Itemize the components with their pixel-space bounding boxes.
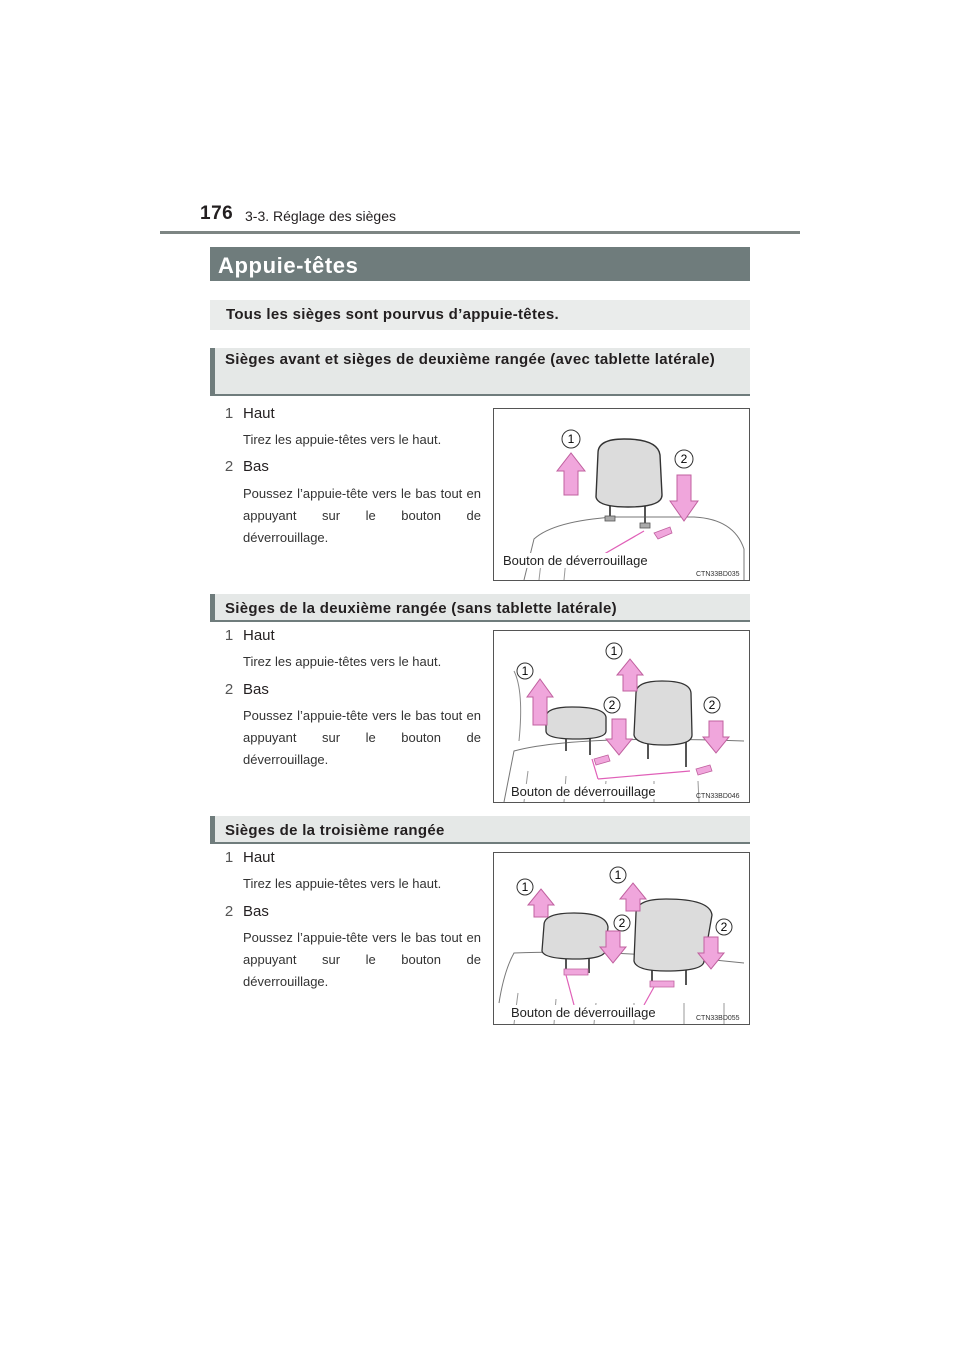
item-number: 1 [224, 627, 234, 644]
page-number: 176 [200, 203, 234, 224]
item-label-up: Haut [243, 627, 275, 644]
callout-2: 2 [720, 920, 728, 934]
item-number: 2 [224, 903, 234, 920]
figure-code: CTN33BD035 [696, 571, 740, 578]
release-button-label: Bouton de déverrouillage [511, 1005, 656, 1020]
section-heading-second-row: Sièges de la deuxième rangée (sans tablette latérale) [210, 594, 750, 622]
item-label-up: Haut [243, 849, 275, 866]
callout-1: 1 [567, 432, 575, 446]
item-number: 1 [224, 405, 234, 422]
intro-box: Tous les sièges sont pourvus d’appuie-têtes. [210, 300, 750, 330]
callout-1: 1 [521, 880, 529, 894]
item-label-up: Haut [243, 405, 275, 422]
chapter-title: 3-3. Réglage des sièges [245, 208, 396, 224]
item-label-down: Bas [243, 681, 269, 698]
item-label-down: Bas [243, 903, 269, 920]
item-desc-down: Poussez l’appuie-tête vers le bas tout en appuyant sur le bouton de déverrouillage. [243, 708, 481, 767]
item-label-down: Bas [243, 458, 269, 475]
item-desc-up: Tirez les appuie-têtes vers le haut. [243, 654, 442, 669]
callout-1: 1 [610, 644, 618, 658]
headrest-illustration [494, 853, 749, 1024]
section-heading-third-row: Sièges de la troisième rangée [210, 816, 750, 844]
callout-2: 2 [680, 452, 688, 466]
page-title: Appuie-têtes [210, 247, 750, 281]
callout-1: 1 [521, 664, 529, 678]
item-number: 1 [224, 849, 234, 866]
figure-second-row-headrest [493, 630, 750, 803]
release-button-label: Bouton de déverrouillage [511, 784, 656, 799]
header-rule [160, 231, 800, 234]
item-desc-up: Tirez les appuie-têtes vers le haut. [243, 876, 442, 891]
figure-third-row-headrest [493, 852, 750, 1025]
item-number: 2 [224, 458, 234, 475]
figure-front-headrest [493, 408, 750, 581]
figure-code: CTN33BD046 [696, 793, 740, 800]
callout-2: 2 [618, 916, 626, 930]
release-button-label: Bouton de déverrouillage [503, 553, 648, 568]
item-desc-up: Tirez les appuie-têtes vers le haut. [243, 432, 442, 447]
item-desc-down: Poussez l’appuie-tête vers le bas tout en appuyant sur le bouton de déverrouillage. [243, 930, 481, 989]
item-desc-down: Poussez l’appuie-tête vers le bas tout en appuyant sur le bouton de déverrouillage. [243, 486, 481, 545]
callout-1: 1 [614, 868, 622, 882]
callout-2: 2 [708, 698, 716, 712]
figure-code: CTN33BD055 [696, 1015, 740, 1022]
item-number: 2 [224, 681, 234, 698]
section-heading-front-seats: Sièges avant et sièges de deuxième rangée (avec tablette latérale) [210, 348, 750, 396]
headrest-illustration [494, 631, 749, 802]
callout-2: 2 [608, 698, 616, 712]
